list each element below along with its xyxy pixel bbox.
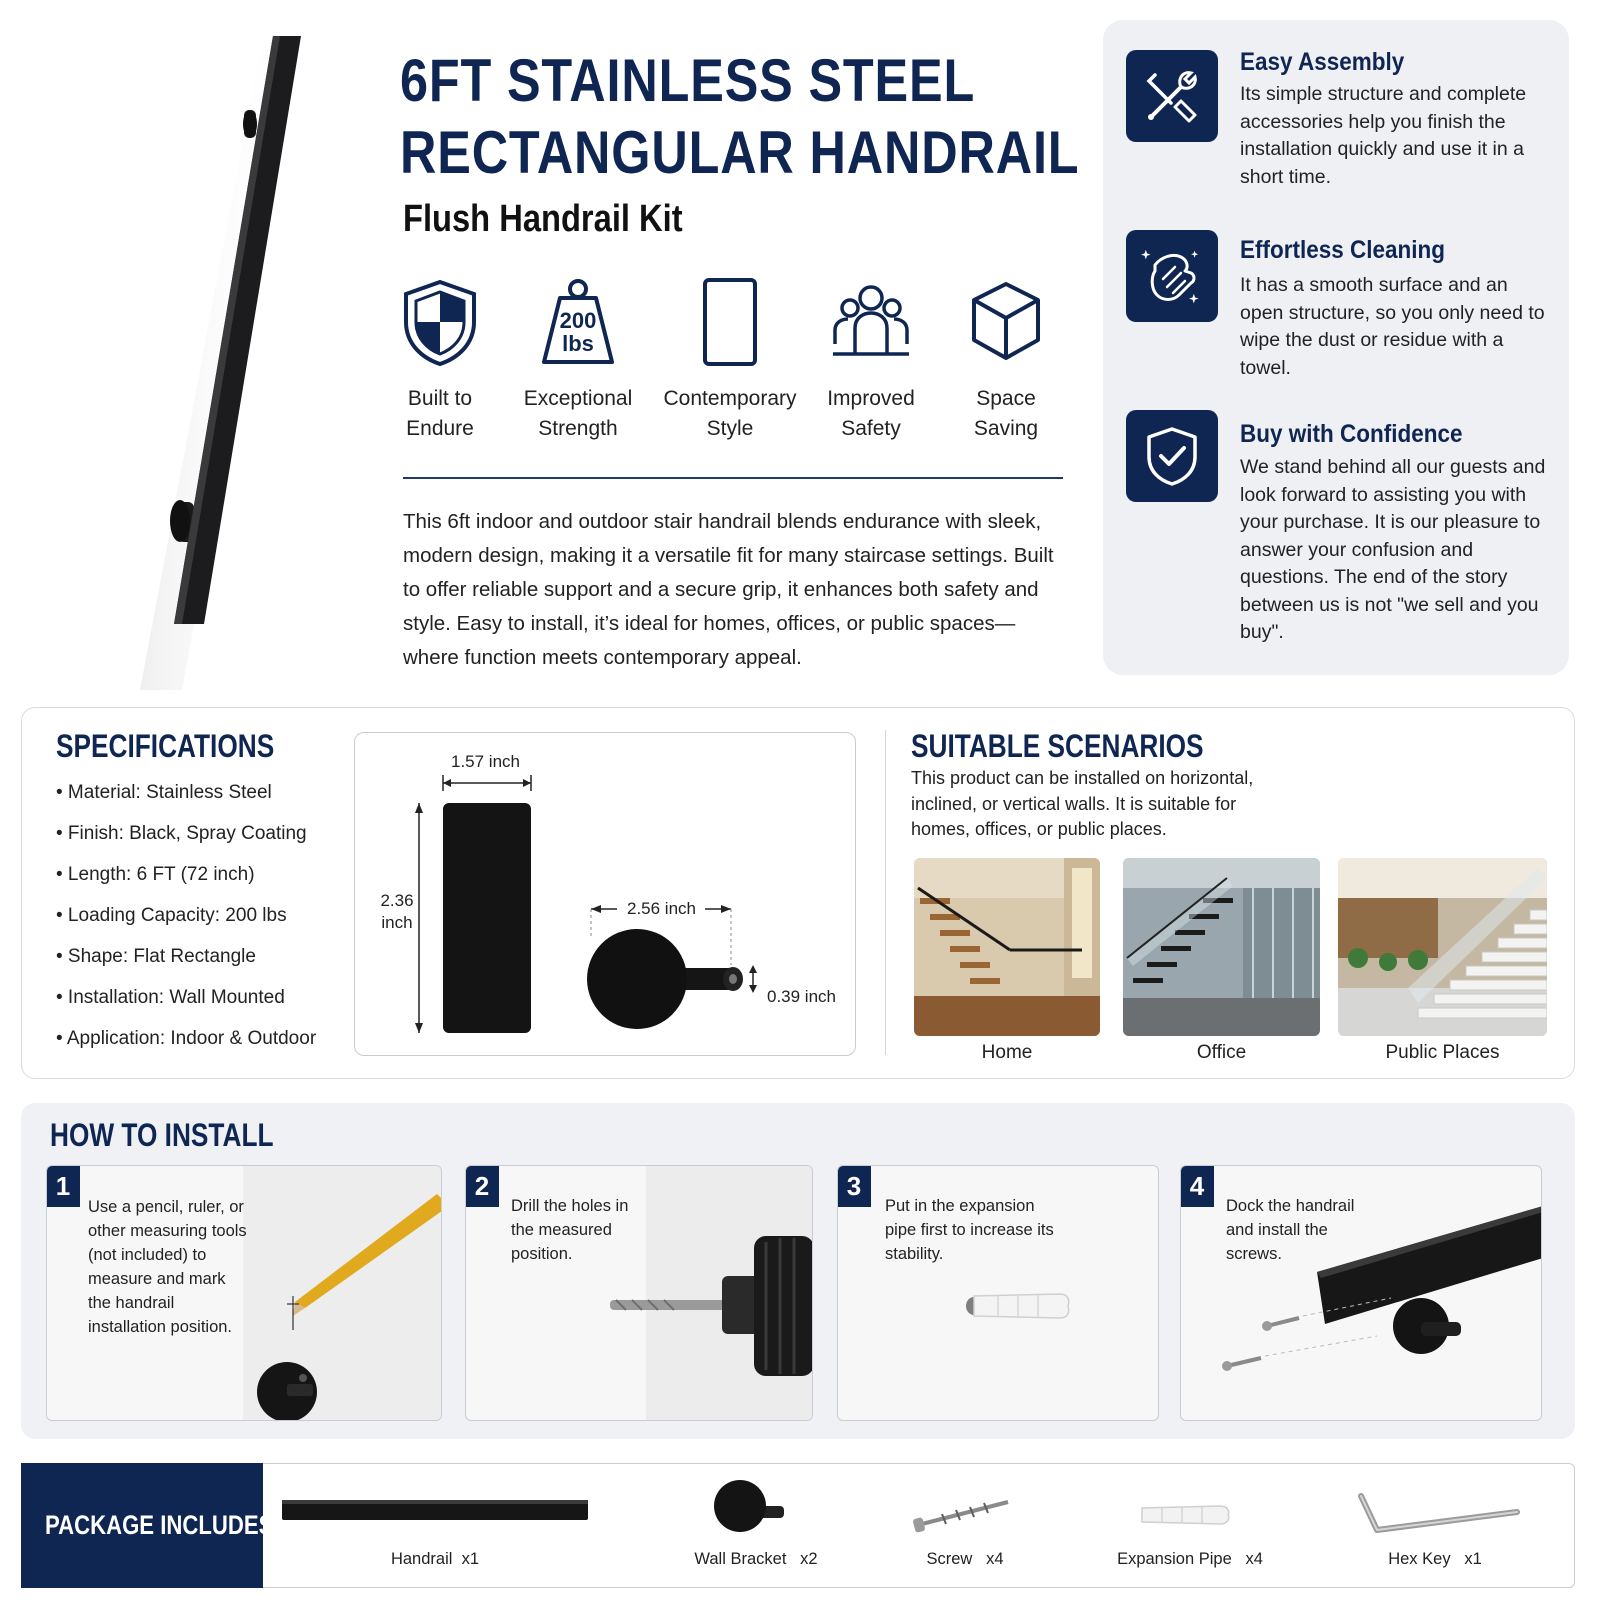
step-number: 1 xyxy=(46,1165,80,1207)
benefit-title-easy-assembly: Easy Assembly xyxy=(1240,48,1405,76)
spec-item: • Finish: Black, Spray Coating xyxy=(56,823,307,844)
scenario-office-image xyxy=(1123,858,1320,1036)
scenarios-description: This product can be installed on horizontal, inclined, or vertical walls. It is suitable for homes, offices, or public places. xyxy=(911,768,1254,839)
spec-item: • Shape: Flat Rectangle xyxy=(56,946,256,967)
package-hex-key-icon xyxy=(1357,1490,1527,1545)
weight-number: 200 xyxy=(559,308,597,333)
benefit-text: It has a smooth surface and an open structure, so you only need to wipe the dust or residue with a towel. xyxy=(1240,274,1545,379)
feature-label: Exceptional Strength xyxy=(523,387,633,440)
rail-height-unit: inch xyxy=(381,913,413,932)
package-expansion-pipe-icon xyxy=(1138,1500,1234,1535)
step-text: Use a pencil, ruler, or other measuring tools (not included) to measure and mark the handrail installation position. xyxy=(88,1198,247,1336)
scenario-label-public-places: Public Places xyxy=(1385,1042,1500,1063)
product-title-line-2: RECTANGULAR HANDRAIL xyxy=(400,119,1080,186)
feature-contemporary-style xyxy=(660,278,800,444)
feature-improved-safety xyxy=(801,278,941,444)
weight-icon xyxy=(538,278,618,368)
spec-item: • Installation: Wall Mounted xyxy=(56,987,285,1008)
package-item-label: Handrail x1 xyxy=(390,1550,480,1568)
feature-label: Contemporary Style xyxy=(663,387,797,440)
cube-icon xyxy=(966,278,1046,368)
tools-icon xyxy=(1126,50,1218,142)
spec-item: • Application: Indoor & Outdoor xyxy=(56,1028,317,1049)
bracket-diameter-label: 0.39 inch xyxy=(767,987,836,1006)
rail-width-label: 1.57 inch xyxy=(451,752,520,771)
benefit-text: We stand behind all our guests and look forward to assisting you with your purchase. It is our pleasure to answer your confusion and questions. The end of the story between us is not "we sell and you buy". xyxy=(1240,456,1546,643)
rectangle-icon xyxy=(690,278,770,368)
install-title: HOW TO INSTALL xyxy=(50,1117,274,1153)
shield-icon xyxy=(400,278,480,368)
spec-item: • Loading Capacity: 200 lbs xyxy=(56,905,287,926)
scenario-home-image xyxy=(914,858,1100,1036)
step-number: 2 xyxy=(465,1165,499,1207)
package-item-label: Hex Key x1 xyxy=(1388,1550,1482,1568)
product-title-line-1: 6FT STAINLESS STEEL xyxy=(400,47,976,114)
step-number: 4 xyxy=(1180,1165,1214,1207)
feature-built-to-endure xyxy=(370,278,510,444)
step-text: Put in the expansion pipe first to increase its stability. xyxy=(885,1197,1054,1263)
product-description: This 6ft indoor and outdoor stair handrail blends endurance with sleek, modern design, making it a versatile fit for many staircase settings. Built to offer reliable support and a secure grip, it enhances both safety and style. Easy to install, it’s ideal for homes, offices, or public spaces—where function meets contemporary appeal. xyxy=(403,510,1054,669)
rail-height-value: 2.36 xyxy=(380,891,414,910)
cleaning-hand-icon xyxy=(1126,230,1218,322)
dimensions-diagram xyxy=(354,732,856,1056)
scenario-label-home: Home xyxy=(981,1042,1033,1063)
install-step-2 xyxy=(465,1165,813,1421)
benefit-text: Its simple structure and complete accessories help you finish the installation quickly and use it in a short time. xyxy=(1240,83,1527,188)
product-subtitle: Flush Handrail Kit xyxy=(403,198,683,240)
step-text: Drill the holes in the measured position. xyxy=(511,1197,629,1263)
weight-unit: lbs xyxy=(562,331,594,356)
package-header xyxy=(21,1463,274,1588)
package-wall-bracket-icon xyxy=(712,1478,792,1543)
feature-label: Built to Endure xyxy=(406,387,474,440)
package-title: PACKAGE INCLUDES xyxy=(45,1510,274,1540)
section-divider xyxy=(885,730,886,1055)
benefit-title-effortless-cleaning: Effortless Cleaning xyxy=(1240,236,1446,264)
install-step-3 xyxy=(837,1165,1159,1421)
specifications-title: SPECIFICATIONS xyxy=(56,728,275,764)
package-item-label: Expansion Pipe x4 xyxy=(1117,1550,1263,1568)
shield-check-icon xyxy=(1126,410,1218,502)
step-number: 3 xyxy=(837,1165,871,1207)
benefit-title-buy-with-confidence: Buy with Confidence xyxy=(1240,420,1463,448)
scenario-label-office: Office xyxy=(1196,1042,1247,1063)
divider xyxy=(403,477,1063,479)
package-handrail-icon xyxy=(282,1496,592,1531)
feature-label: Improved Safety xyxy=(827,387,915,440)
feature-label: Space Saving xyxy=(973,387,1039,440)
spec-item: • Length: 6 FT (72 inch) xyxy=(56,864,255,885)
feature-exceptional-strength xyxy=(508,278,648,444)
scenarios-title: SUITABLE SCENARIOS xyxy=(911,728,1204,764)
spec-item: • Material: Stainless Steel xyxy=(56,782,272,803)
people-icon xyxy=(831,278,911,368)
install-step-4 xyxy=(1180,1165,1542,1421)
handrail-product-image xyxy=(120,30,320,690)
install-step-1 xyxy=(46,1165,442,1421)
feature-space-saving xyxy=(936,278,1076,444)
bracket-length-label: 2.56 inch xyxy=(627,899,696,918)
package-item-label: Screw x4 xyxy=(926,1550,1004,1568)
package-item-label: Wall Bracket x2 xyxy=(694,1550,818,1568)
step-text: Dock the handrail and install the screws. xyxy=(1226,1197,1355,1263)
scenario-public-places-image xyxy=(1338,858,1547,1036)
package-screw-icon xyxy=(912,1494,1012,1539)
